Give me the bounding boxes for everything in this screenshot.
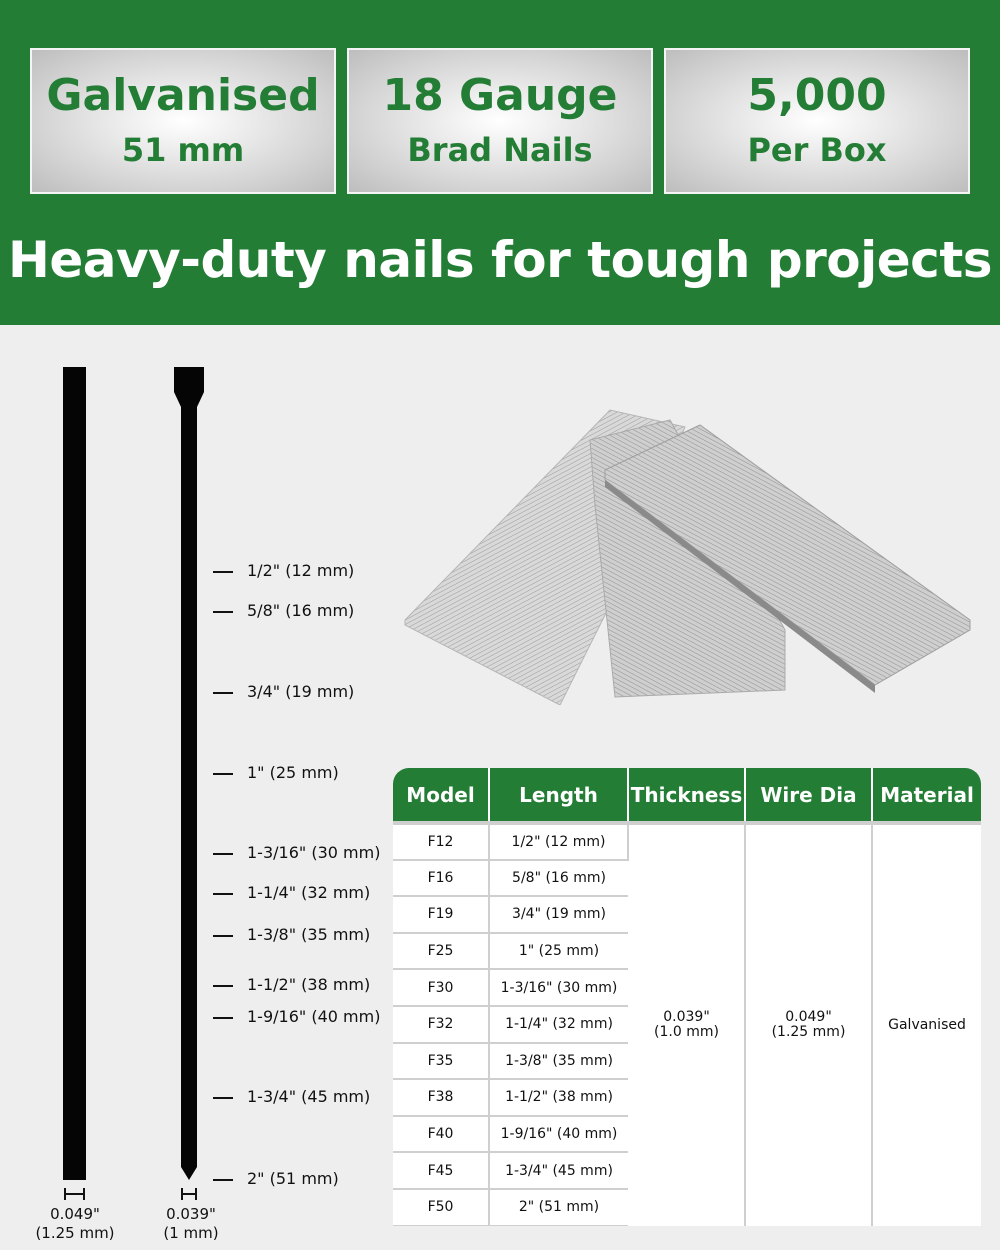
badge-subtitle: 51 mm: [121, 131, 245, 169]
dimension-label-thin: [136, 1205, 246, 1243]
cell-model: F45: [393, 1152, 489, 1189]
cell-model: F50: [393, 1189, 489, 1226]
length-label: 1-3/8" (35 mm): [247, 925, 371, 944]
length-label: 1-1/2" (38 mm): [247, 975, 371, 994]
cell-thickness: [628, 823, 745, 1226]
dimension-mm: (1 mm): [163, 1224, 219, 1242]
cell-length: 1-3/8" (35 mm): [489, 1043, 628, 1080]
length-label: 1-3/16" (30 mm): [247, 843, 381, 862]
nail-diagram-thin: [170, 367, 210, 1182]
cell-model: F12: [393, 823, 489, 860]
length-tick: [213, 611, 233, 613]
dimension-mm: (1.25 mm): [35, 1224, 115, 1242]
cell-model: F19: [393, 896, 489, 933]
cell-model: F30: [393, 969, 489, 1006]
thickness-inches: 0.039": [663, 1009, 710, 1026]
badge-title: 18 Gauge: [382, 70, 618, 121]
badge-subtitle: Per Box: [747, 131, 887, 169]
header-banner: [0, 0, 1000, 325]
cell-length: 2" (51 mm): [489, 1189, 628, 1226]
tagline: Heavy-duty nails for tough projects: [8, 231, 992, 289]
column-header-model: Model: [393, 768, 489, 823]
length-label: 5/8" (16 mm): [247, 601, 355, 620]
cell-length: 1" (25 mm): [489, 933, 628, 970]
length-tick: [213, 773, 233, 775]
cell-length: 1-9/16" (40 mm): [489, 1116, 628, 1153]
length-label: 1-3/4" (45 mm): [247, 1087, 371, 1106]
length-tick: [213, 935, 233, 937]
cell-model: F25: [393, 933, 489, 970]
cell-length: 3/4" (19 mm): [489, 896, 628, 933]
dimension-bar-thin: [181, 1188, 197, 1200]
length-label: 1-9/16" (40 mm): [247, 1007, 381, 1026]
table-row: [393, 823, 981, 860]
column-header-thickness: Thickness: [628, 768, 745, 823]
length-tick: [213, 853, 233, 855]
column-header-length: Length: [489, 768, 628, 823]
dimension-inches: 0.039": [166, 1205, 216, 1223]
nail-strips-image: [400, 405, 975, 705]
column-header-material: Material: [872, 768, 981, 823]
thickness-mm: (1.0 mm): [654, 1024, 719, 1041]
length-tick: [213, 1017, 233, 1019]
length-tick: [213, 692, 233, 694]
badge-title: Galvanised: [46, 70, 320, 121]
nail-diagram-thick: [63, 367, 86, 1180]
cell-length: 1/2" (12 mm): [489, 823, 628, 860]
length-label: 3/4" (19 mm): [247, 682, 355, 701]
cell-model: F40: [393, 1116, 489, 1153]
cell-model: F16: [393, 860, 489, 897]
length-tick: [213, 985, 233, 987]
cell-length: 5/8" (16 mm): [489, 860, 628, 897]
badge-galvanised: [30, 48, 336, 194]
column-header-wire-dia: Wire Dia: [745, 768, 872, 823]
cell-material: Galvanised: [872, 823, 981, 1226]
badge-title: 5,000: [747, 70, 887, 121]
table-header-row: [393, 768, 981, 823]
badge-quantity: [664, 48, 970, 194]
length-label: 2" (51 mm): [247, 1169, 339, 1188]
badge-subtitle: Brad Nails: [407, 131, 593, 169]
cell-model: F38: [393, 1079, 489, 1116]
dimension-label-thick: [20, 1205, 130, 1243]
length-tick: [213, 893, 233, 895]
length-tick: [213, 1097, 233, 1099]
cell-wire-dia: [745, 823, 872, 1226]
length-label: 1-1/4" (32 mm): [247, 883, 371, 902]
wire-dia-mm: (1.25 mm): [771, 1024, 846, 1041]
cell-length: 1-1/2" (38 mm): [489, 1079, 628, 1116]
spec-table: [393, 768, 981, 1226]
wire-dia-inches: 0.049": [785, 1009, 832, 1026]
cell-model: F32: [393, 1006, 489, 1043]
badge-gauge: [347, 48, 653, 194]
cell-length: 1-1/4" (32 mm): [489, 1006, 628, 1043]
length-tick: [213, 1179, 233, 1181]
dimension-bar-thick: [64, 1188, 85, 1200]
length-label: 1" (25 mm): [247, 763, 339, 782]
cell-length: 1-3/4" (45 mm): [489, 1152, 628, 1189]
length-label: 1/2" (12 mm): [247, 561, 355, 580]
cell-length: 1-3/16" (30 mm): [489, 969, 628, 1006]
length-tick: [213, 571, 233, 573]
dimension-inches: 0.049": [50, 1205, 100, 1223]
cell-model: F35: [393, 1043, 489, 1080]
